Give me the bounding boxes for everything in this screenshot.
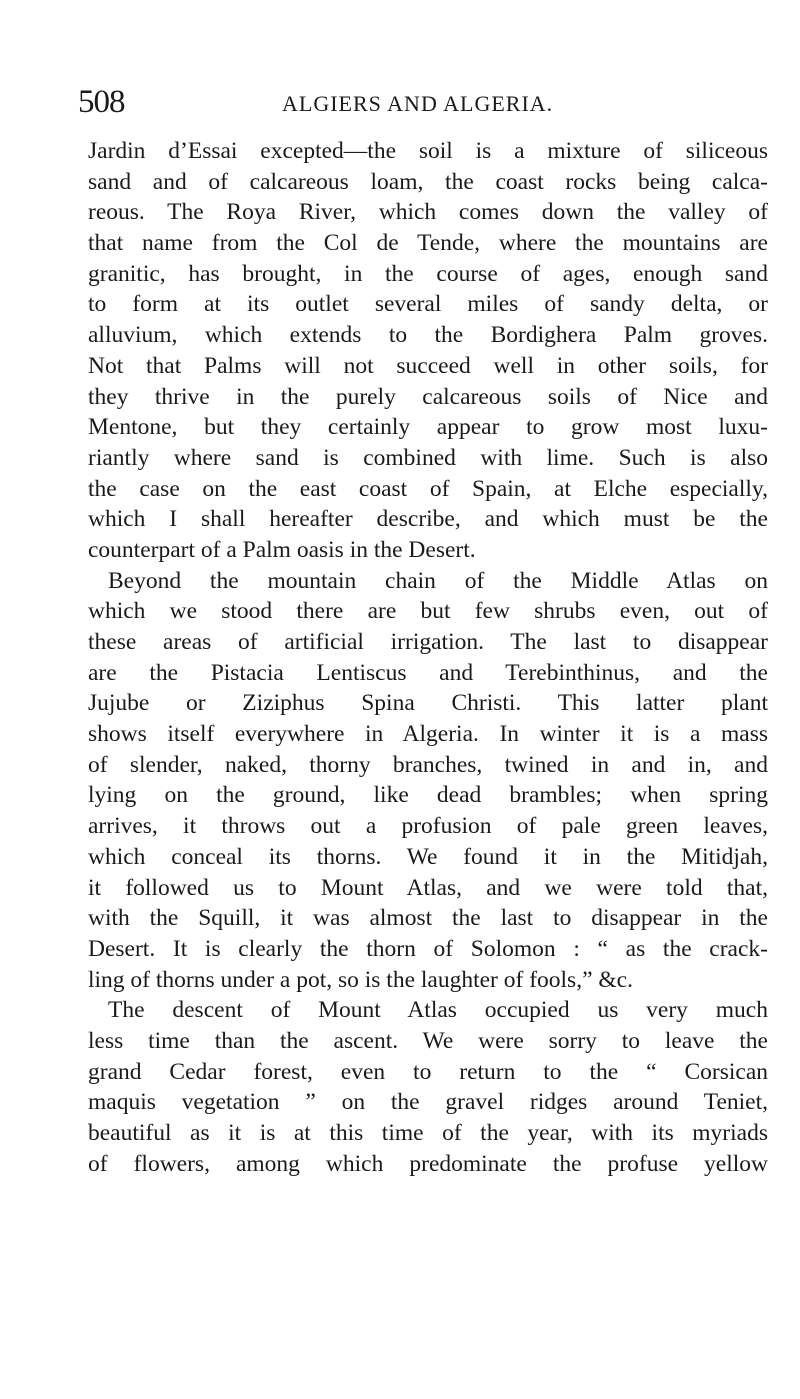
page-header [78,82,768,122]
text-line: of slender, naked, thorny branches, twined in and in, and [88,751,768,778]
text-line: Mentone, but they certainly appear to grow most luxu- [88,414,768,441]
paragraph [88,136,768,566]
text-line: sand and of calcareous loam, the coast rocks being calca- [88,168,768,195]
text-line: to form at its outlet several miles of sandy delta, or [88,291,768,318]
text-line: it followed us to Mount Atlas, and we were told that, [88,874,768,901]
text-line: these areas of artificial irrigation. The last to disappear [88,629,768,655]
text-line: arrives, it throws out a profusion of pale green leaves, [88,813,768,840]
paragraph [88,995,768,1179]
text-line: ling of thorns under a pot, so is the laughter of fools,” &c. [88,966,633,993]
text-line: Desert. It is clearly the thorn of Solomon : “ as the crack- [88,935,768,962]
text-line: granitic, has brought, in the course of ages, enough sand [88,260,768,287]
text-line: Jardin d’Essai excepted—the soil is a mixture of siliceous [88,138,768,164]
body-text [88,136,768,1179]
text-line: lying on the ground, like dead brambles; when spring [88,782,768,809]
text-line: less time than the ascent. We were sorry to leave the [88,1027,768,1054]
text-line: the case on the east coast of Spain, at Elche especially, [88,475,768,502]
paragraphs-container [88,136,768,1179]
running-head: ALGIERS AND ALGERIA. [282,91,554,116]
text-line: of flowers, among which predominate the profuse yellow [88,1150,768,1177]
text-line: which we stood there are but few shrubs even, out of [88,598,768,625]
paragraph [88,566,768,996]
text-line: riantly where sand is combined with lime. Such is also [88,444,768,471]
text-line: beautiful as it is at this time of the year, with its myriads [88,1120,768,1146]
text-line: Not that Palms will not succeed well in other soils, for [88,352,768,379]
page-number: 508 [78,84,125,120]
text-line: with the Squill, it was almost the last to disappear in the [88,905,768,932]
text-line: that name from the Col de Tende, where the mountains are [88,230,768,257]
text-line: grand Cedar forest, even to return to the “ Corsican [88,1058,768,1085]
text-line: Jujube or Ziziphus Spina Christi. This latter plant [88,690,768,717]
text-line: alluvium, which extends to the Bordighera Palm groves. [88,322,768,349]
text-line: reous. The Roya River, which comes down the valley of [88,199,768,226]
text-line: Beyond the mountain chain of the Middle Atlas on [108,567,768,594]
text-line: counterpart of a Palm oasis in the Desert. [88,536,476,563]
text-line: which conceal its thorns. We found it in the Mitidjah, [88,843,768,870]
text-line: shows itself everywhere in Algeria. In winter it is a mass [88,721,768,748]
text-line: The descent of Mount Atlas occupied us very much [108,997,768,1024]
text-line: are the Pistacia Lentiscus and Terebinthinus, and the [88,659,768,686]
text-line: which I shall hereafter describe, and which must be the [88,506,768,533]
text-line: maquis vegetation ” on the gravel ridges around Teniet, [88,1089,768,1116]
text-line: they thrive in the purely calcareous soils of Nice and [88,383,768,410]
